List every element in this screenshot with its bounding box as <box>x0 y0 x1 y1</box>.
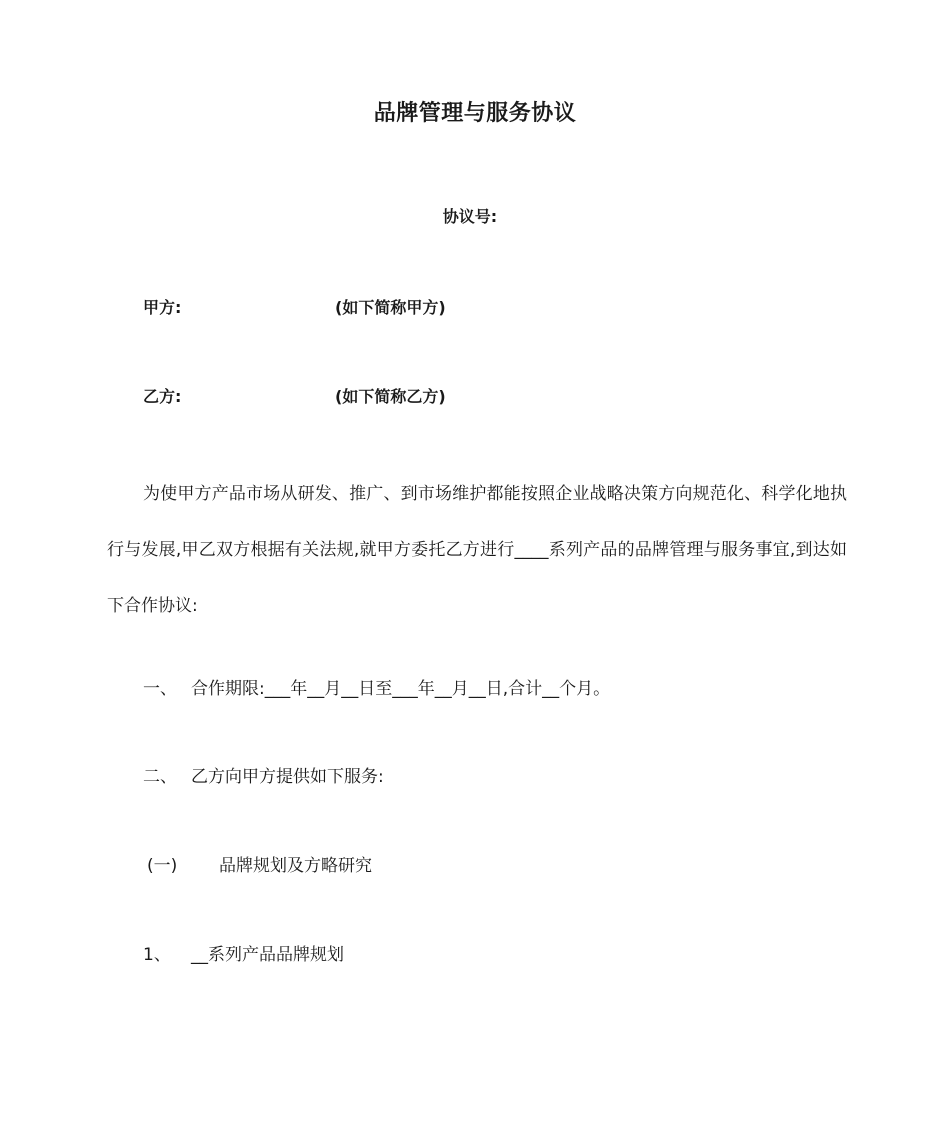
party-a-label: 甲方: <box>143 298 182 317</box>
subsection-number: (一) <box>147 856 178 876</box>
item-number: 1、 <box>143 945 171 965</box>
party-b-line <box>143 384 446 407</box>
party-b-label: 乙方: <box>143 387 182 406</box>
section-text: 乙方向甲方提供如下服务: <box>191 767 384 787</box>
subsection-brand-planning <box>147 851 372 876</box>
section-number: 二、 <box>143 767 177 787</box>
document-title: 品牌管理与服务协议 <box>373 101 577 126</box>
party-b-note: (如下简称乙方) <box>335 387 446 406</box>
section-cooperation-term <box>143 674 610 699</box>
section-number: 一、 <box>143 679 177 699</box>
party-a-note: (如下简称甲方) <box>335 298 446 317</box>
section-text: 合作期限:___年__月__日至___年__月__日,合计__个月。 <box>191 679 611 699</box>
subsection-text: 品牌规划及方略研究 <box>219 856 372 876</box>
item-product-brand-planning <box>143 940 344 965</box>
preamble-paragraph: 为使甲方产品市场从研发、推广、到市场维护都能按照企业战略决策方向规范化、科学化地执行与发展,甲乙双方根据有关法规,就甲方委托乙方进行____系列产品的品牌管理与服务事宜,到达如下合作协议: <box>107 484 847 616</box>
item-text: __系列产品品牌规划 <box>191 945 344 965</box>
party-a-line <box>143 295 446 318</box>
section-services <box>143 762 384 787</box>
agreement-number-label: 协议号: <box>442 207 498 226</box>
